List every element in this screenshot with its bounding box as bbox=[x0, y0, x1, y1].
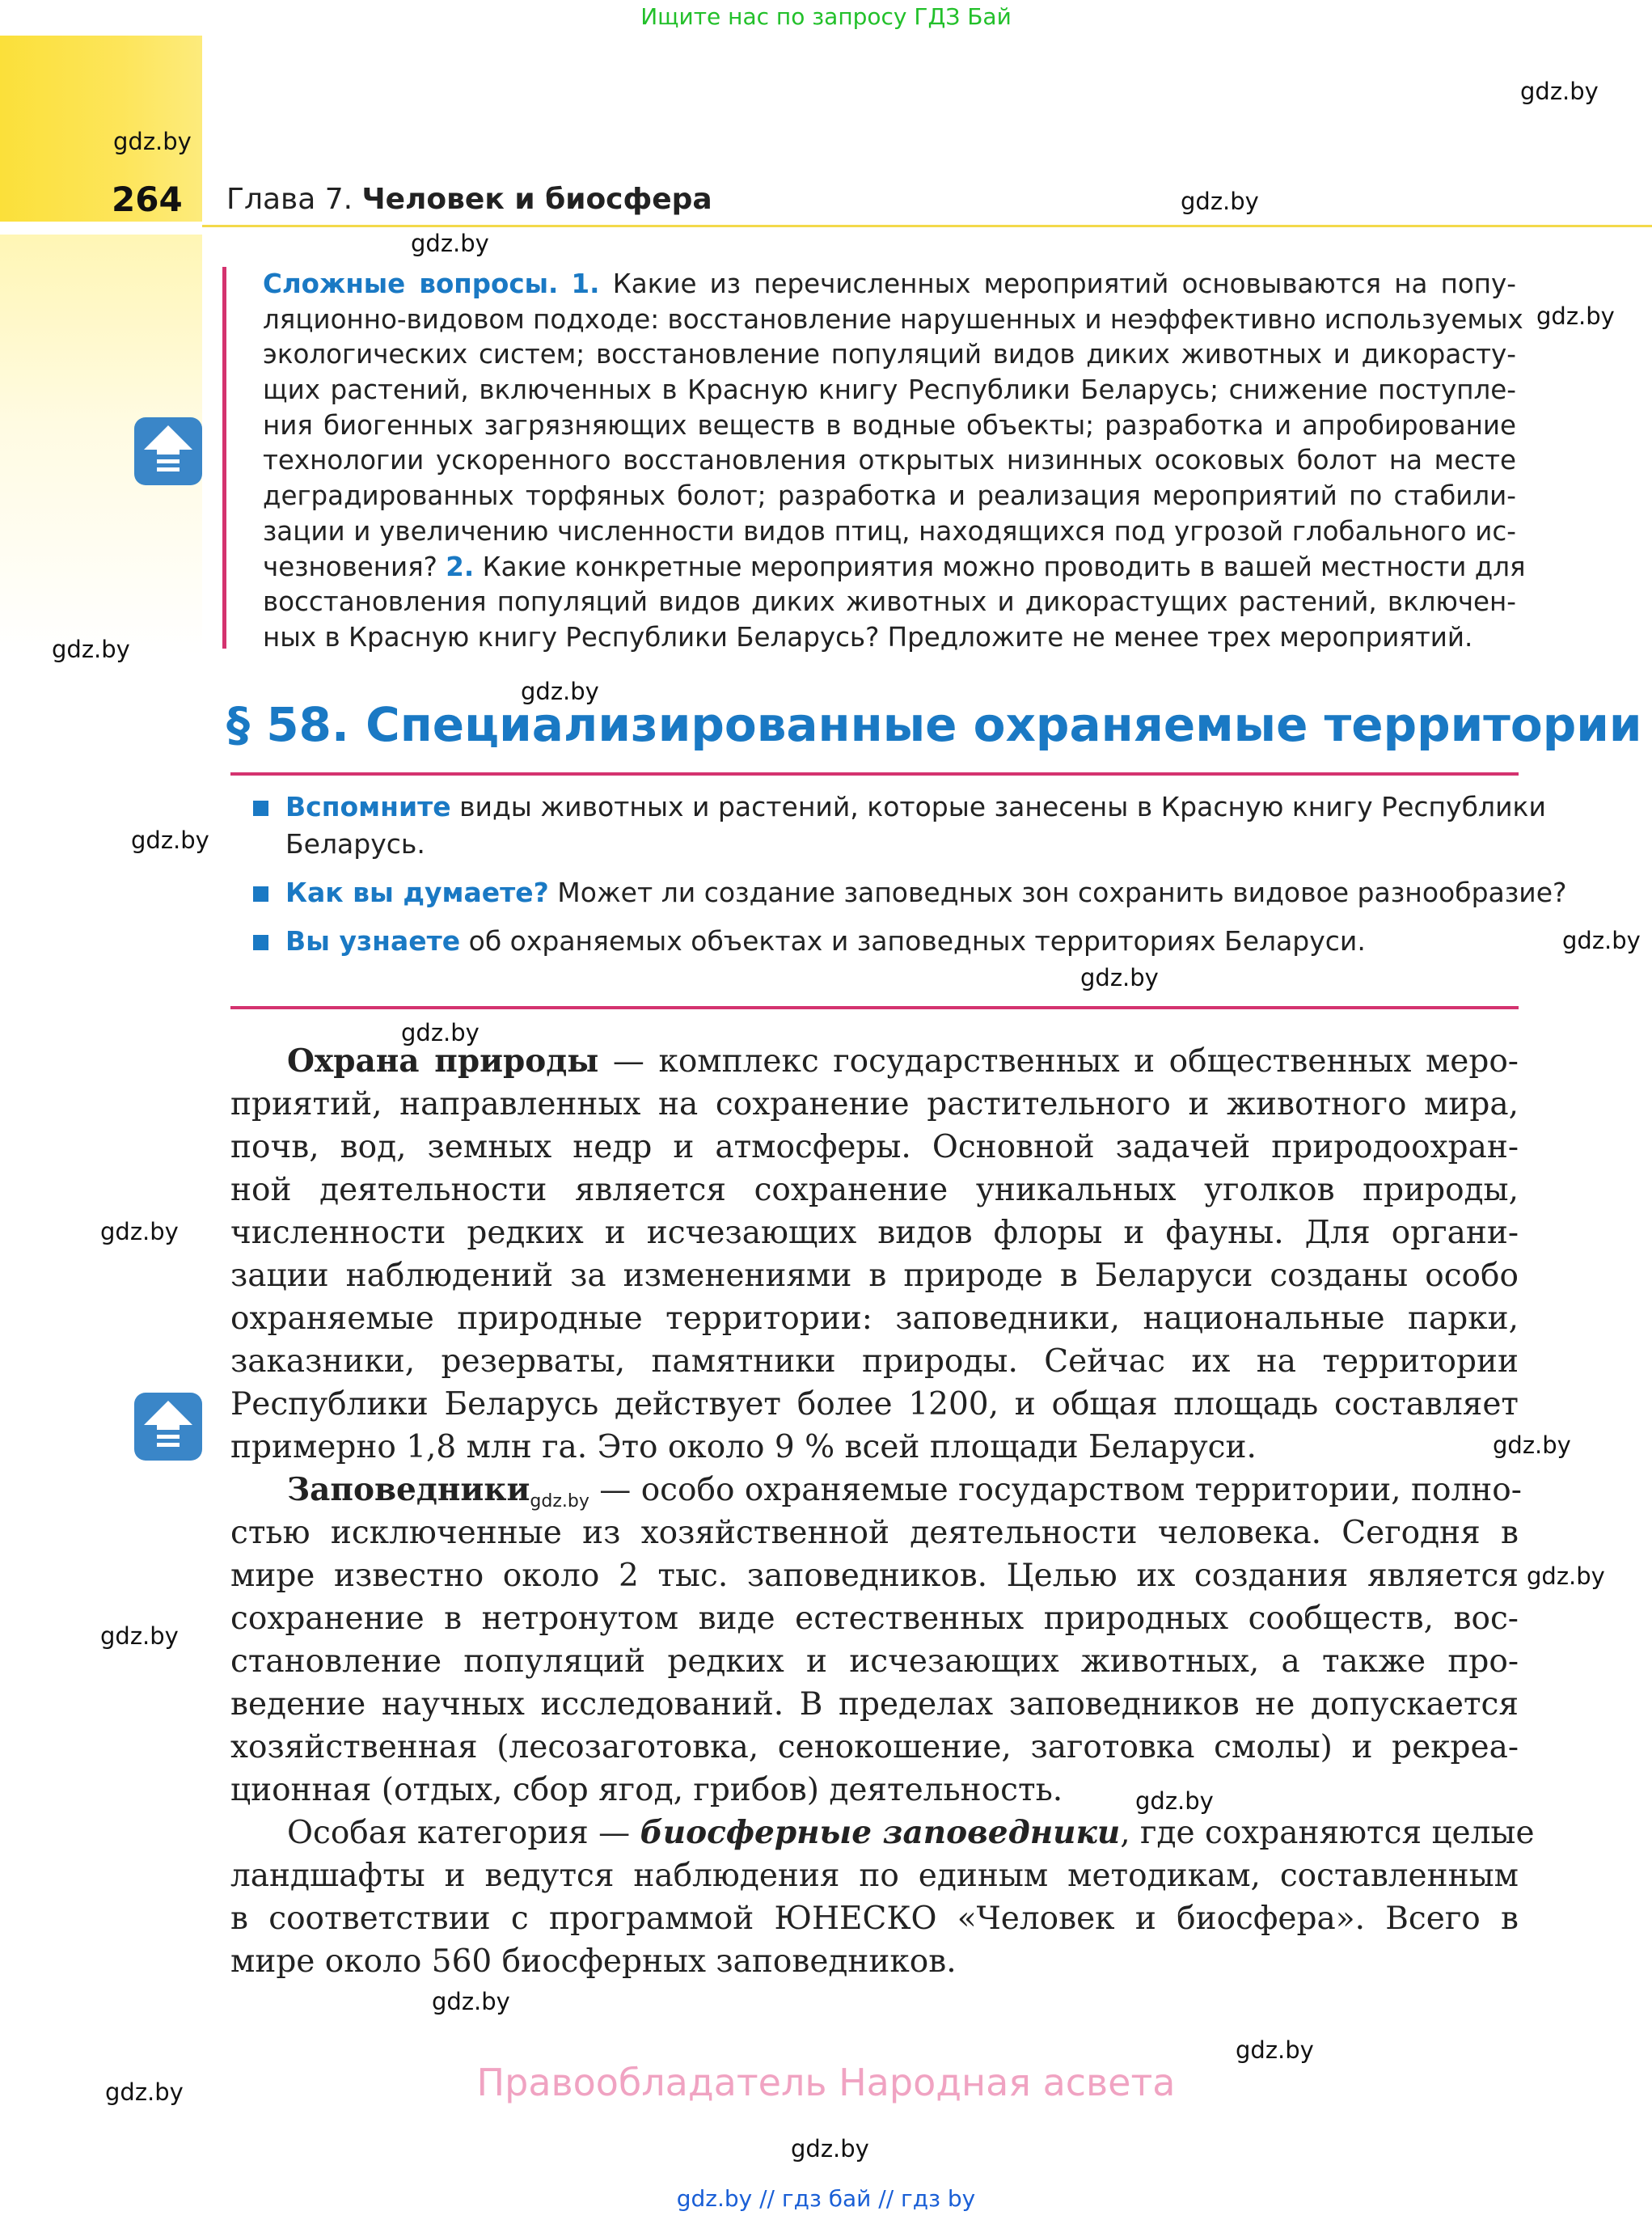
watermark: gdz.by bbox=[1562, 927, 1641, 954]
watermark: gdz.by bbox=[1493, 1431, 1571, 1459]
body-line: в соответствии с программой ЮНЕСКО «Человек и биосфера». Всего в bbox=[230, 1901, 1519, 1937]
watermark: gdz.by bbox=[100, 1622, 179, 1650]
body-line: приятий, направленных на сохранение растительного и животного мира, bbox=[230, 1086, 1519, 1123]
questions-line: деградированных торфяных болот; разработка и реализация мероприятий по стабили- bbox=[263, 480, 1516, 511]
watermark: gdz.by bbox=[1236, 2036, 1314, 2064]
watermark: gdz.by bbox=[52, 636, 130, 663]
watermark: gdz.by bbox=[131, 827, 209, 854]
questions-line: ных в Красную книгу Республики Беларусь? Предложите не менее трех мероприятий. bbox=[263, 622, 1473, 653]
body-line: Заповедники$_{gdz.by}$ — особо охраняемые государством территории, полно- bbox=[287, 1471, 1522, 1512]
question-number: 1. bbox=[571, 268, 600, 299]
body-line: мире известно около 2 тыс. заповедников. Целью их создания является bbox=[230, 1558, 1519, 1594]
body-line: хозяйственная (лесозаготовка, сенокошение, заготовка смолы) и рекреа- bbox=[230, 1729, 1519, 1765]
chapter-name: Человек и биосфера bbox=[361, 183, 712, 216]
chapter-prefix: Глава 7. bbox=[226, 183, 353, 216]
questions-line: экологических систем; восстановление популяций видов диких животных и дикорасту- bbox=[263, 339, 1516, 370]
body-line: мире около 560 биосферных заповедников. bbox=[230, 1943, 957, 1980]
bullet-square bbox=[253, 935, 268, 950]
watermark: gdz.by bbox=[521, 678, 599, 705]
body-line: стью исключенные из хозяйственной деятельности человека. Сегодня в bbox=[230, 1515, 1519, 1551]
question-number: 2. bbox=[446, 552, 475, 582]
body-line: зации наблюдений за изменениями в природе в Беларуси созданы особо bbox=[230, 1258, 1519, 1294]
watermark: gdz.by bbox=[432, 1988, 510, 2015]
watermark: gdz.by bbox=[1527, 1562, 1605, 1590]
intro-item: Как вы думаете? Может ли создание заповедных зон сохранить видовое разнообразие? bbox=[285, 877, 1567, 908]
intro-item: Вы узнаете об охраняемых объектах и заповедных территориях Беларуси. bbox=[285, 925, 1366, 957]
arrow-up-icon bbox=[134, 417, 202, 485]
body-line: ландшафты и ведутся наблюдения по единым методикам, составленным bbox=[230, 1858, 1519, 1894]
rights-notice: Правообладатель Народная асвета bbox=[476, 2061, 1176, 2104]
watermark: gdz.by bbox=[791, 2135, 869, 2163]
header-rule bbox=[202, 225, 1652, 227]
questions-line: щих растений, включенных в Красную книгу Республики Беларусь; снижение поступле- bbox=[263, 374, 1516, 405]
watermark: gdz.by bbox=[100, 1218, 179, 1245]
intro-item: Вспомните виды животных и растений, которые занесены в Красную книгу Республики bbox=[285, 791, 1546, 822]
top-banner: Ищите нас по запросу ГДЗ Бай bbox=[640, 3, 1012, 30]
watermark: gdz.by bbox=[1135, 1787, 1214, 1815]
questions-line: технологии ускоренного восстановления открытых низинных осоковых болот на месте bbox=[263, 445, 1516, 476]
watermark: gdz.by bbox=[113, 128, 192, 155]
questions-line: ния биогенных загрязняющих веществ в водные объекты; разработка и апробирование bbox=[263, 410, 1516, 441]
section-title: § 58. Специализированные охраняемые территории bbox=[226, 697, 1642, 752]
watermark: gdz.by bbox=[1181, 188, 1259, 215]
term: биосферные заповедники bbox=[640, 1814, 1121, 1851]
questions-line: зации и увеличению численности видов птиц, находящихся под угрозой глобального ис- bbox=[263, 516, 1516, 547]
body-line: примерно 1,8 млн га. Это около 9 % всей площади Беларуси. bbox=[230, 1429, 1257, 1465]
questions-line: восстановления популяций видов диких животных и дикорастущих растений, включен- bbox=[263, 586, 1516, 617]
chapter-title bbox=[226, 183, 712, 216]
questions-line: Сложные вопросы. 1. Какие из перечисленных мероприятий основываются на попу- bbox=[263, 268, 1516, 299]
watermark: gdz.by bbox=[411, 230, 489, 257]
body-line: Охрана природы — комплекс государственных и общественных меро- bbox=[287, 1042, 1519, 1080]
body-line: почв, вод, земных недр и атмосферы. Основной задачей природоохран- bbox=[230, 1129, 1519, 1165]
questions-line: чезновения? 2. Какие конкретные мероприятия можно проводить в вашей местности для bbox=[263, 552, 1526, 582]
body-line: ционная (отдых, сбор ягод, грибов) деятельность. bbox=[230, 1772, 1063, 1808]
term: Охрана природы bbox=[287, 1042, 599, 1080]
body-line: ведение научных исследований. В пределах заповедников не допускается bbox=[230, 1686, 1519, 1723]
section-rule bbox=[230, 772, 1519, 776]
watermark: gdz.by bbox=[530, 1491, 589, 1512]
bottom-links[interactable]: gdz.by // гдз бай // гдз by bbox=[676, 2185, 976, 2212]
intro-item-cont: Беларусь. bbox=[285, 828, 425, 860]
body-line: сохранение в нетронутом виде естественных природных сообществ, вос- bbox=[230, 1600, 1519, 1637]
questions-line: ляционно-видовом подходе: восстановление нарушенных и неэффективно используемых bbox=[263, 304, 1523, 335]
questions-label: Сложные вопросы. bbox=[263, 268, 559, 299]
body-line: Республики Беларусь действует более 1200, и общая площадь составляет bbox=[230, 1386, 1519, 1423]
body-line: становление популяций редких и исчезающих животных, а также про- bbox=[230, 1643, 1519, 1680]
body-line: ной деятельности является сохранение уникальных уголков природы, bbox=[230, 1172, 1519, 1208]
watermark: gdz.by bbox=[1080, 964, 1159, 991]
bullet-square bbox=[253, 801, 268, 816]
watermark: gdz.by bbox=[105, 2078, 184, 2106]
term: Заповедники$_{gdz.by}$ bbox=[287, 1471, 589, 1512]
watermark: gdz.by bbox=[1520, 78, 1599, 105]
arrow-up-icon bbox=[134, 1393, 202, 1461]
body-line: численности редких и исчезающих видов флоры и фауны. Для органи- bbox=[230, 1215, 1519, 1251]
intro-rule bbox=[230, 1006, 1519, 1009]
watermark: gdz.by bbox=[401, 1019, 480, 1046]
body-line: заказники, резерваты, памятники природы. Сейчас их на территории bbox=[230, 1343, 1519, 1380]
bullet-square bbox=[253, 886, 268, 902]
page-number: 264 bbox=[112, 180, 183, 219]
body-line: охраняемые природные территории: заповедники, национальные парки, bbox=[230, 1300, 1519, 1337]
body-line: Особая категория — биосферные заповедники, где сохраняются целые bbox=[287, 1814, 1535, 1851]
watermark: gdz.by bbox=[1536, 302, 1615, 330]
questions-bar bbox=[222, 267, 226, 649]
